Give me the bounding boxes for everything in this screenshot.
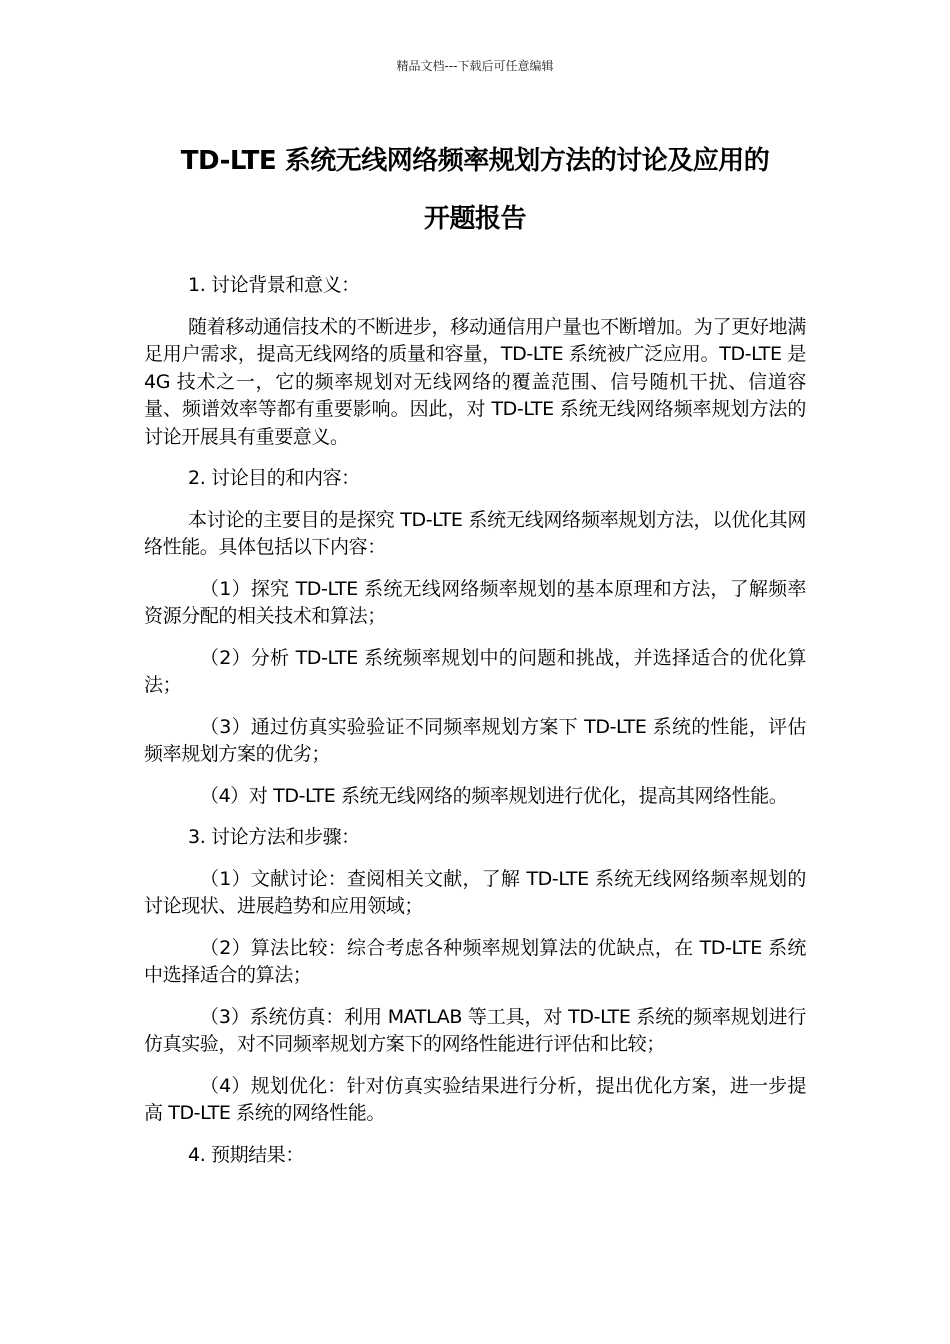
section-heading: 1. 讨论背景和意义： [188,274,360,296]
list-item: （1）文献讨论：查阅相关文献，了解 TD-LTE 系统无线网络频率规划的讨论现状、进展趋势和应用领域； [144,867,806,917]
list-item: （4）规划优化：针对仿真实验结果进行分析，提出优化方案，进一步提高 TD-LTE 系统的网络性能。 [144,1074,806,1124]
document-title [140,132,810,248]
list-item: （3）通过仿真实验验证不同频率规划方案下 TD-LTE 系统的性能，评估频率规划方案的优劣； [144,715,806,765]
document-body [144,272,806,1183]
list-item: （2）算法比较：综合考虑各种频率规划算法的优缺点，在 TD-LTE 系统中选择适合的算法； [144,936,806,986]
page-header: 精品文档---下载后可任意编辑 [396,59,554,73]
list-item: （2）分析 TD-LTE 系统频率规划中的问题和挑战，并选择适合的优化算法； [144,646,806,696]
section-heading: 4. 预期结果： [188,1143,304,1166]
section-heading: 2. 讨论目的和内容： [188,467,360,489]
section-paragraph: 本讨论的主要目的是探究 TD-LTE 系统无线网络频率规划方法，以优化其网络性能。具体包括以下内容： [144,508,806,558]
section-paragraph: 随着移动通信技术的不断进步，移动通信用户量也不断增加。为了更好地满足用户需求，提高无线网络的质量和容量，TD-LTE 系统被广泛应用。TD-LTE 是 4G 技术之一，它的频率规划对无线网络的覆盖范围、信号随机干扰、信道容量、频谱效率等都有重要影响。因此，对 TD-LTE 系统无线网络频率规划方法的讨论开展具有重要意义。 [144,315,806,448]
title-line-1: TD-LTE 系统无线网络频率规划方法的讨论及应用的 [180,146,770,176]
section-heading: 3. 讨论方法和步骤： [188,826,360,848]
list-item: （1）探究 TD-LTE 系统无线网络频率规划的基本原理和方法，了解频率资源分配的相关技术和算法； [144,577,806,627]
list-item: （3）系统仿真：利用 MATLAB 等工具，对 TD-LTE 系统的频率规划进行仿真实验，对不同频率规划方案下的网络性能进行评估和比较； [144,1005,806,1055]
title-line-2: 开题报告 [423,204,526,234]
list-item: （4）对 TD-LTE 系统无线网络的频率规划进行优化，提高其网络性能。 [200,784,788,807]
